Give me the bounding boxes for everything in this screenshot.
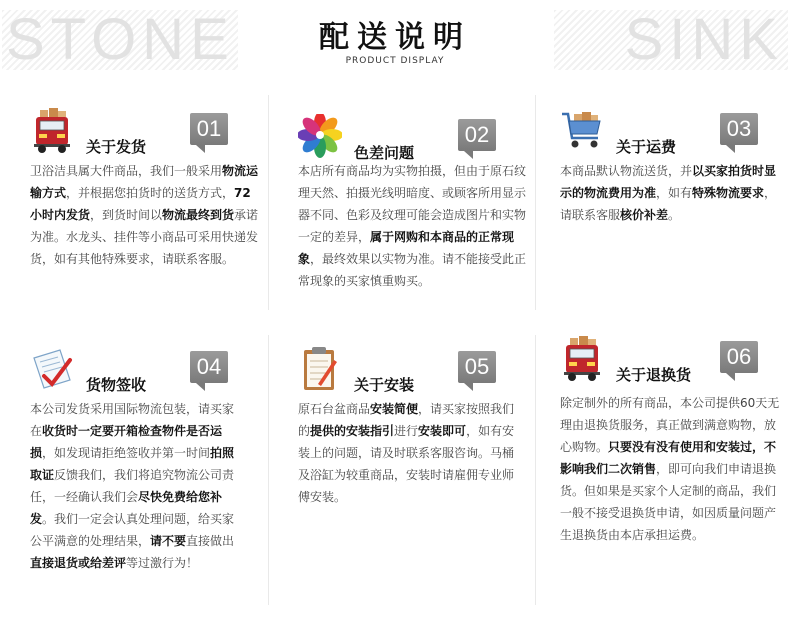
card-body	[30, 160, 262, 270]
divider	[535, 95, 536, 310]
body-text-emphasis: 安装简便	[370, 402, 419, 416]
body-text: ，最终效果以实物为准。请不能接受此正常现象的买家慎重购买。	[298, 252, 527, 288]
body-text: ，到货时间以	[90, 208, 163, 222]
body-text-emphasis: 属于网购和本商品的正常现象	[298, 230, 515, 266]
body-text: 等过激行为！	[126, 556, 199, 570]
body-text: 本商品默认物流送货，并	[560, 164, 693, 178]
card-body	[298, 398, 524, 508]
card-heading: 关于退换货	[616, 366, 692, 384]
body-text-emphasis: 物流最终到货	[162, 208, 235, 222]
divider	[535, 335, 536, 605]
card-heading: 货物签收	[86, 376, 147, 394]
card-body	[560, 392, 782, 546]
body-text-emphasis: 物流运输方式	[30, 164, 259, 200]
step-badge: 06	[720, 341, 758, 373]
body-text: 进行	[394, 424, 419, 438]
step-badge: 02	[458, 119, 496, 151]
divider	[268, 95, 269, 310]
body-text-emphasis: 特殊物流要求	[692, 186, 765, 200]
signed-document-icon	[30, 346, 74, 392]
step-badge: 01	[190, 113, 228, 145]
step-badge: 05	[458, 351, 496, 383]
body-text: 本公司发货采用国际物流包装，请买家在	[30, 402, 235, 438]
body-text-emphasis: 安装即可	[418, 424, 467, 438]
body-text-emphasis: 只要没有没有使用和安装过，不影响我们二次销售	[560, 440, 777, 476]
step-badge: 03	[720, 113, 758, 145]
watermark-stone: STONE	[2, 10, 238, 70]
delivery-truck-icon	[30, 108, 74, 154]
clipboard-icon	[298, 346, 342, 392]
body-text: ，如有	[656, 186, 693, 200]
divider	[268, 335, 269, 605]
body-text: 反馈我们，我们将追究物流公司责任，一经确认我们会	[30, 468, 235, 504]
body-text-emphasis: 尽快免费给您补发	[30, 490, 223, 526]
body-text-emphasis: 拍照取证	[30, 446, 235, 482]
card-heading: 关于运费	[616, 138, 677, 156]
body-text-emphasis: 请不要	[150, 534, 187, 548]
body-text: ，请买家按照我们的	[298, 402, 515, 438]
body-text: ，即可向我们申请退换货。但如果是买家个人定制的商品，我们一般不接受退换货申请，如因质量问题产生退换货由本店承担运费。	[560, 462, 777, 542]
body-text-emphasis: 直接退货或给差评	[30, 556, 127, 570]
body-text: ，请联系客服	[560, 186, 777, 222]
watermark-sink: SINK	[554, 10, 788, 70]
body-text: 直接做出	[186, 534, 235, 548]
card-body	[560, 160, 782, 226]
card-body	[298, 160, 530, 292]
body-text: ，如有安装上的问题，请及时联系客服咨询。马桶及浴缸为较重商品，安装时请雇佣专业师傅安装。	[298, 424, 515, 504]
body-text-emphasis: 收货时一定要开箱检查物件是否运损	[30, 424, 223, 460]
color-wheel-icon	[298, 114, 342, 160]
card-heading: 关于发货	[86, 138, 147, 156]
card-heading: 关于安装	[354, 376, 415, 394]
body-text-emphasis: 提供的安装指引	[310, 424, 395, 438]
body-text: 除定制外的所有商品，本公司提供60天无理由退换货服务，真正做到满意购物，放心购物。	[560, 396, 780, 454]
body-text: 本店所有商品均为实物拍摄，但由于原石纹理天然、拍摄光线明暗度、或顾客所用显示器不同、色彩及纹理可能会造成图片和实物一定的差异，	[298, 164, 527, 244]
page-title: 配送说明	[319, 20, 471, 55]
card-heading: 色差问题	[354, 144, 415, 162]
body-text: 承诺为准。水龙头、挂件等小商品可采用快递发货，如有其他特殊要求，请联系客服。	[30, 208, 259, 266]
body-text: ，如发现请拒绝签收并第一时间	[42, 446, 211, 460]
body-text-emphasis: 72小时内发货	[30, 186, 251, 222]
body-text-emphasis: 核价补差	[620, 208, 669, 222]
body-text: 卫浴洁具属大件商品，我们一般采用	[30, 164, 223, 178]
body-text-emphasis: 以买家拍货时显示的物流费用为准	[560, 164, 777, 200]
card-body	[30, 398, 240, 574]
delivery-truck-icon	[560, 336, 604, 382]
body-text: ，并根据您拍货时的送货方式，	[66, 186, 235, 200]
page-subtitle: PRODUCT DISPLAY	[345, 56, 445, 66]
body-text: 。我们一定会认真处理问题，给买家公平满意的处理结果，	[30, 512, 235, 548]
shopping-cart-icon	[560, 108, 604, 154]
body-text: 原石台盆商品	[298, 402, 371, 416]
step-badge: 04	[190, 351, 228, 383]
body-text: 。	[668, 208, 681, 222]
